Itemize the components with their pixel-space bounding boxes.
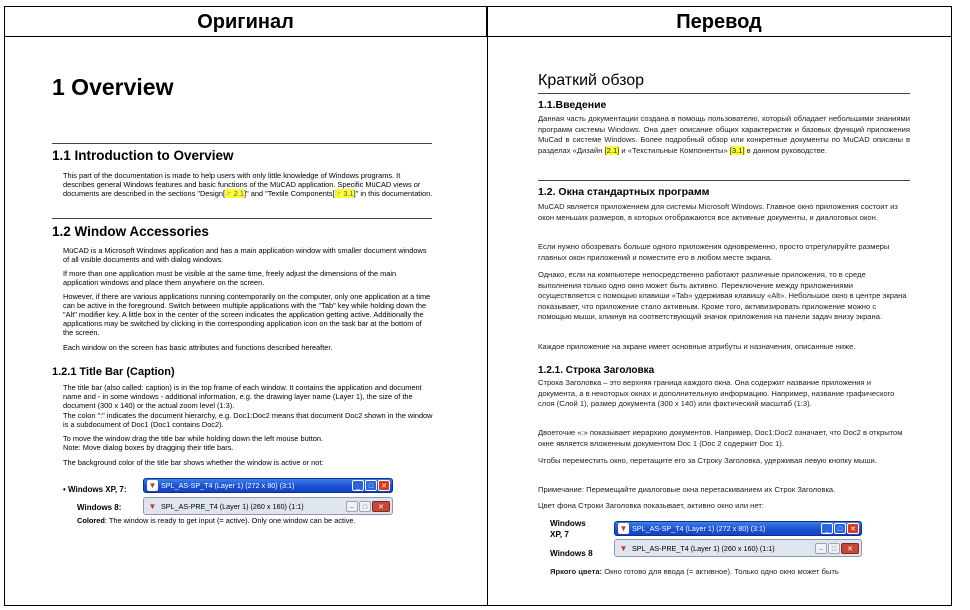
- section-1-2-1-para-5: The background color of the title bar shows whether the window is active or not:: [63, 458, 324, 467]
- section-rule: [538, 180, 910, 181]
- maximize-icon[interactable]: □: [365, 480, 377, 491]
- textile-reference-link[interactable]: ☞ 3.1: [334, 189, 354, 198]
- xp-label-line-2: XP, 7: [550, 530, 569, 539]
- section-1-2-1-para-3: Чтобы переместить окно, перетащите его за Строку Заголовка, удерживая левую кнопку мыши.: [538, 456, 877, 465]
- close-icon[interactable]: ✕: [841, 543, 859, 554]
- section-1-2-1-para-2: Двоеточие «:» показывает иерархию документов. Например, Doc1:Doc2 означает, что Doc2 в открытом окне является вложенным документом Doc 1 (Doc 2 содержит Doc 1).: [538, 428, 903, 448]
- section-1-2-1-para-4: Note: Move dialog boxes by dragging their title bars.: [63, 443, 234, 452]
- original-column-header: Оригинал: [5, 7, 487, 37]
- section-1-2-para-1: MüCAD is a Microsoft Windows application and has a main application window with smaller document windows of all visible documents and with dialog windows.: [63, 246, 427, 264]
- section-1-2-para-2: If more than one application must be visible at the same time, freely adjust the dimensions of the main application windows and place them anywhere on the screen.: [63, 269, 397, 287]
- section-1-2-1-para-1: The title bar (also called: caption) is in the top frame of each window. It contains the application and document name and - in some windows - additional information, e.g. the drawing layer name (Layer 1), the size of the document (300 x 140) or the actual zoom level (1:3).: [63, 383, 422, 410]
- section-1-2-1-para-1: Строка Заголовка – это верхняя граница каждого окна. Она содержит название приложения и документа, а в некоторых окнах и дополнительную информацию. Например, название графического слоя (Слой 1), размер документа (300 х 140) или фактический масштаб (1:3).: [538, 378, 895, 408]
- section-1-2-1-title: 1.2.1 Title Bar (Caption): [52, 366, 175, 378]
- section-rule: [52, 143, 432, 144]
- win8-title-bar[interactable]: ▼ SPL_AS-PRE_T4 (Layer 1) (260 x 160) (1:1) – □ ✕: [143, 497, 393, 515]
- section-1-2-para-4: Each window on the screen has basic attributes and functions described hereafter.: [63, 343, 333, 352]
- section-1-2-1-para-2: The colon ":" indicates the document hierarchy, e.g. Doc1:Doc2 means that document Doc2 shown in the window is a subdocument of Doc1 (Doc1 contains Doc2).: [63, 411, 433, 429]
- app-icon: ▼: [148, 501, 157, 511]
- close-icon[interactable]: ✕: [847, 523, 859, 534]
- maximize-icon[interactable]: □: [359, 501, 371, 512]
- original-page: [5, 38, 487, 606]
- section-1-2-1-para-3: To move the window drag the title bar while holding down the left mouse button.: [63, 434, 324, 443]
- app-icon: ▼: [619, 543, 628, 553]
- xp-label-line-1: Windows: [550, 519, 586, 528]
- section-1-2-para-3: Однако, если на компьютере непосредственно работают различные приложения, то в среде выполнения только одно окно может быть активно. Переключение между приложениями осуществляется с помощью клавиши «Tab» удерживая клавишу «Alt». Небольшое окно в центре экрана показывает, что приложение стало активным. Кроме того, активизировать приложение можно с помощью мыши, кликнув на соответствующий значок приложения на панели задач внизу экрана.: [538, 270, 907, 321]
- minimize-icon[interactable]: –: [815, 543, 827, 554]
- close-icon[interactable]: ✕: [378, 480, 390, 491]
- maximize-icon[interactable]: □: [828, 543, 840, 554]
- section-1-1-title: 1.1.Введение: [538, 99, 607, 111]
- overview-heading: 1 Overview: [52, 74, 174, 100]
- app-icon: ▼: [148, 481, 157, 490]
- section-1-2-title: 1.2. Окна стандартных программ: [538, 186, 710, 198]
- section-1-2-1-para-4: Примечание: Перемещайте диалоговые окна перетаскиванием их Строк Заголовка.: [538, 485, 836, 494]
- colored-description: Colored: The window is ready to get input (= active). Only one window can be active.: [77, 516, 356, 525]
- minimize-icon[interactable]: _: [352, 480, 364, 491]
- win8-label: Windows 8: [550, 549, 593, 558]
- xp-title-bar[interactable]: ▼ SPL_AS-SP_T4 (Layer 1) (272 x 80) (3:1) _ □ ✕: [614, 521, 862, 536]
- minimize-icon[interactable]: _: [821, 523, 833, 534]
- section-1-2-para-2: Если нужно обозревать больше одного приложения одновременно, просто отрегулируйте размеры главных окон приложений и поместите его в любом месте экрана.: [538, 242, 890, 262]
- design-reference-link[interactable]: ☞ 2.1: [225, 189, 244, 198]
- section-1-2-para-3: However, if there are various applications running contemporarily on the computer, only one application at a time can be active in the foreground. Switch between multiple applications with the "Tab" key while holding down the "Alt" modifier key. A little box in the center of the screen indicates the application getting active. Additionally the applications may be switched by clicking in the corresponding application icon on the task bar at the bottom of the screen.: [63, 292, 431, 337]
- section-rule: [538, 93, 910, 94]
- section-rule: [52, 218, 432, 219]
- overview-heading: Краткий обзор: [538, 72, 645, 89]
- textile-reference-link[interactable]: [3.1]: [729, 145, 745, 155]
- section-1-1-text: This part of the documentation is made to help users with only little knowledge of Windows programs. It describes general Windows features and basic functions of the MüCAD application. Specific MüCAD views or documents are described in the sections "Design[☞ 2.1]" and "Textile Components[☞ 3.1]" in this documentation.: [63, 171, 433, 198]
- translation-page: [488, 38, 951, 606]
- app-icon: ▼: [619, 524, 628, 533]
- section-1-2-title: 1.2 Window Accessories: [52, 224, 209, 239]
- win8-label: Windows 8:: [77, 503, 122, 512]
- xp-label: • Windows XP, 7:: [63, 485, 127, 494]
- section-1-2-1-title: 1.2.1. Строка Заголовка: [538, 365, 655, 376]
- section-1-2-1-para-5: Цвет фона Строки Заголовка показывает, активно окно или нет:: [538, 501, 764, 510]
- section-1-1-title: 1.1 Introduction to Overview: [52, 148, 234, 163]
- minimize-icon[interactable]: –: [346, 501, 358, 512]
- section-1-2-para-4: Каждое приложение на экране имеет основные атрибуты и назначения, описанные ниже.: [538, 342, 856, 351]
- comparison-frame: [4, 6, 952, 606]
- win8-title-bar[interactable]: ▼ SPL_AS-PRE_T4 (Layer 1) (260 x 160) (1:1) – □ ✕: [614, 539, 862, 557]
- maximize-icon[interactable]: □: [834, 523, 846, 534]
- colored-description: Яркого цвета: Окно готово для ввода (= активное). Только одно окно может быть: [550, 567, 839, 576]
- section-1-2-para-1: MuCAD является приложением для системы Microsoft Windows. Главное окно приложения состоит из окон меньших размеров, в которых отображаются все активные документы, и диалоговых окон.: [538, 202, 898, 222]
- close-icon[interactable]: ✕: [372, 501, 390, 512]
- translation-column-header: Перевод: [487, 7, 951, 37]
- xp-title-bar[interactable]: ▼ SPL_AS-SP_T4 (Layer 1) (272 x 80) (3:1) _ □ ✕: [143, 478, 393, 493]
- section-1-1-text: Данная часть документации создана в помощь пользователю, который обладает небольшими знаниями программ системы Windows. Она дает описание общих характеристик и базовых функций приложения MuCad в системе Windows. Более подробный обзор или конкретные документы по MuCAD описаны в разделах «Дизайн [2.1] и «Текстильные Компоненты» [3.1] в данном руководстве.: [538, 114, 910, 155]
- design-reference-link[interactable]: [2.1]: [604, 145, 620, 155]
